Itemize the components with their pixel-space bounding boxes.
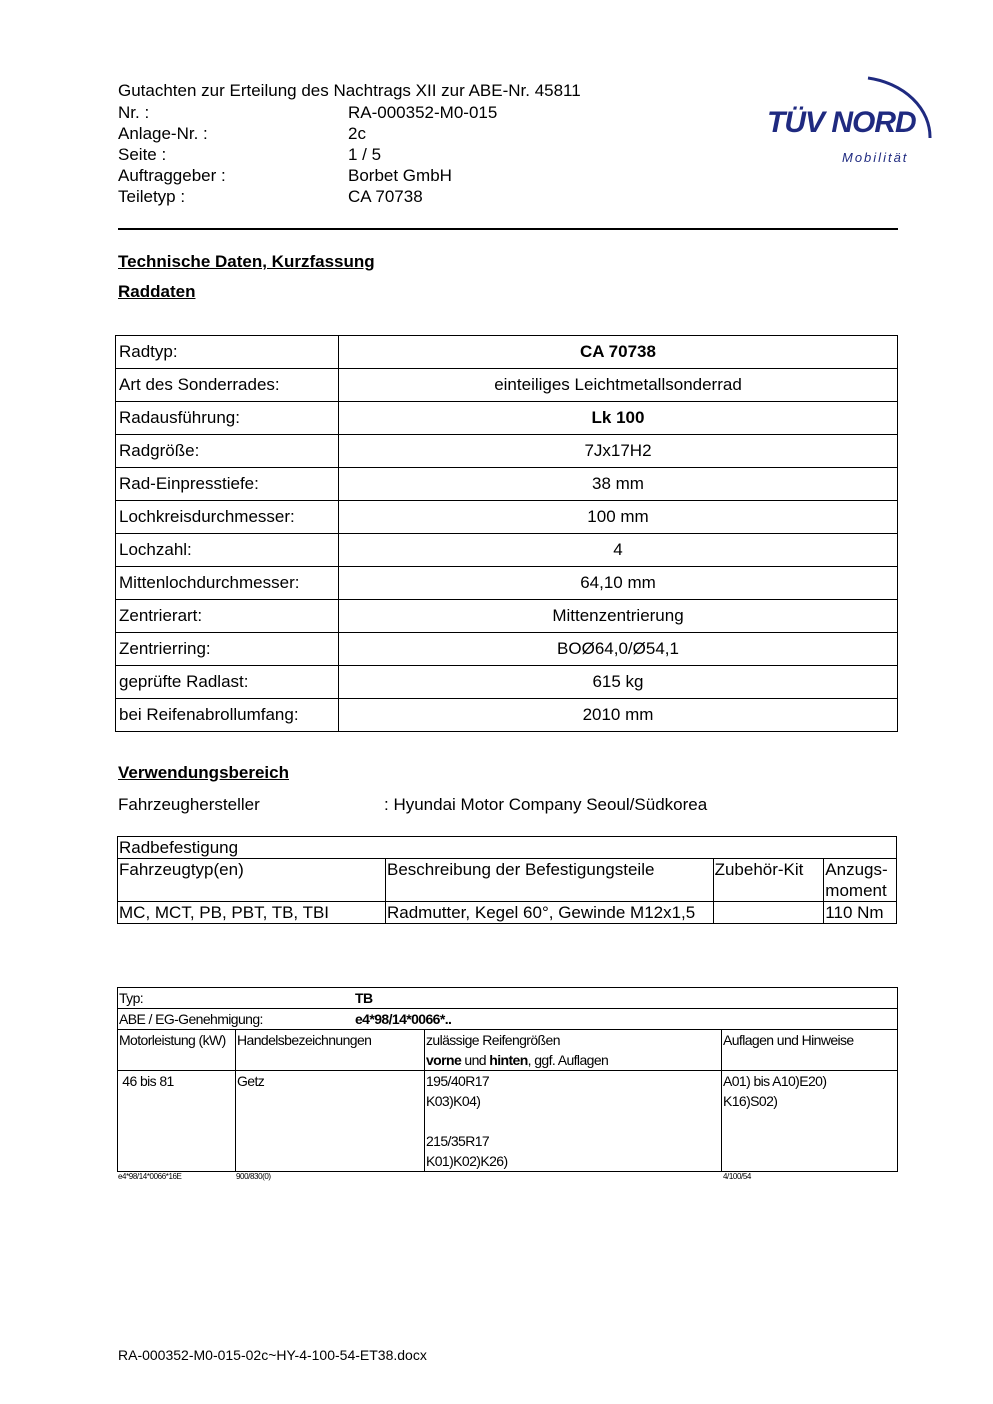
- table-row: [116, 633, 898, 666]
- reifen-vorne: vorne: [426, 1052, 462, 1068]
- table-row: [116, 369, 898, 402]
- reifen-header-line1: zulässige Reifengrößen: [426, 1032, 560, 1048]
- reifen-cell: [425, 1071, 722, 1172]
- reifen-header-line2: [426, 1050, 720, 1070]
- radbefestigung-table: [117, 836, 897, 924]
- report-title: Gutachten zur Erteilung des Nachtrags XII zur ABE-Nr. 45811: [118, 81, 581, 100]
- table-header-row: [118, 859, 897, 902]
- row-value: Mittenzentrierung: [339, 600, 898, 633]
- small-footer-right: 4/100/54: [723, 1172, 751, 1181]
- header-label: Teiletyp :: [118, 187, 186, 206]
- reifen-line: 195/40R17: [426, 1073, 490, 1089]
- motor-cell: 46 bis 81: [118, 1071, 236, 1172]
- section-raddaten: Raddaten: [118, 282, 196, 301]
- column-header: Auflagen und Hinweise: [722, 1030, 898, 1071]
- row-value: 100 mm: [339, 501, 898, 534]
- table-row: [118, 837, 897, 859]
- row-value: Lk 100: [339, 402, 898, 435]
- row-value: 4: [339, 534, 898, 567]
- header-label: Anlage-Nr. :: [118, 124, 208, 143]
- table-row: [116, 666, 898, 699]
- auflagen-line: A01) bis A10)E20): [723, 1073, 827, 1089]
- column-header: Beschreibung der Befestigungsteile: [385, 859, 713, 902]
- abe-value: e4*98/14*0066*..: [355, 1011, 452, 1027]
- row-value: BOØ64,0/Ø54,1: [339, 633, 898, 666]
- typ-value: TB: [355, 990, 373, 1006]
- auflagen-cell: [722, 1071, 898, 1172]
- section-verwendungsbereich: Verwendungsbereich: [118, 763, 289, 782]
- reifen-hinten: hinten: [489, 1052, 528, 1068]
- header-label: Seite :: [118, 145, 167, 164]
- table-row: [116, 336, 898, 369]
- header-value: 2c: [348, 124, 366, 143]
- row-value: 64,10 mm: [339, 567, 898, 600]
- row-label: Radausführung:: [116, 402, 339, 435]
- reifen-line: K03)K04): [426, 1093, 481, 1109]
- table-row: [116, 567, 898, 600]
- table-cell: [713, 902, 824, 924]
- reifen-line: 215/35R17: [426, 1133, 490, 1149]
- column-header: Zubehör-Kit: [713, 859, 824, 902]
- row-label: Mittenlochdurchmesser:: [116, 567, 339, 600]
- row-label: Lochkreisdurchmesser:: [116, 501, 339, 534]
- handel-cell: Getz: [236, 1071, 425, 1172]
- header-row-seite: [118, 144, 497, 165]
- logo-subtitle: Mobilität: [842, 150, 909, 165]
- row-label: Rad-Einpresstiefe:: [116, 468, 339, 501]
- document-filename: RA-000352-M0-015-02c~HY-4-100-54-ET38.docx: [118, 1347, 427, 1363]
- row-label: Zentrierring:: [116, 633, 339, 666]
- header-row-auftraggeber: [118, 165, 497, 186]
- auflagen-line: K16)S02): [723, 1093, 778, 1109]
- column-header: Motorleistung (kW): [118, 1030, 236, 1071]
- header-label: Nr. :: [118, 103, 150, 122]
- small-footer-mid: 900/830(0): [236, 1172, 271, 1181]
- row-label: bei Reifenabrollumfang:: [116, 699, 339, 732]
- header-divider: [118, 228, 898, 230]
- column-header: Anzugs-moment: [824, 859, 897, 902]
- column-header: Fahrzeugtyp(en): [118, 859, 386, 902]
- row-value: einteiliges Leichtmetallsonderrad: [339, 369, 898, 402]
- small-footer-left: e4*98/14*0066*16E: [118, 1172, 182, 1181]
- table-row: [118, 902, 897, 924]
- row-value: CA 70738: [339, 336, 898, 369]
- header-value: RA-000352-M0-015: [348, 103, 498, 122]
- table-row: [118, 988, 898, 1009]
- reifen-line: K01)K02)K26): [426, 1153, 508, 1169]
- header-value: Borbet GmbH: [348, 166, 452, 185]
- table-cell: MC, MCT, PB, PBT, TB, TBI: [118, 902, 386, 924]
- tuv-nord-logo: TÜV NORD: [767, 106, 916, 139]
- header-value: CA 70738: [348, 187, 423, 206]
- fahrzeughersteller-value: : Hyundai Motor Company Seoul/Südkorea: [384, 795, 708, 814]
- row-value: 2010 mm: [339, 699, 898, 732]
- table-row: [116, 402, 898, 435]
- radbefestigung-title: Radbefestigung: [118, 837, 897, 859]
- table-row: [116, 534, 898, 567]
- fahrzeughersteller-label: Fahrzeughersteller: [118, 795, 260, 814]
- row-value: 38 mm: [339, 468, 898, 501]
- table-header-row: [118, 1030, 898, 1071]
- row-label: Lochzahl:: [116, 534, 339, 567]
- row-value: 7Jx17H2: [339, 435, 898, 468]
- typ-row: [118, 988, 898, 1009]
- reifen-rest: , ggf. Auflagen: [527, 1052, 609, 1068]
- abe-row: [118, 1009, 898, 1030]
- typ-label: Typ:: [119, 990, 144, 1006]
- header-label: Auftraggeber :: [118, 166, 226, 185]
- reifen-und: und: [461, 1052, 490, 1068]
- column-header: Handelsbezeichnungen: [236, 1030, 425, 1071]
- table-cell: Radmutter, Kegel 60°, Gewinde M12x1,5: [385, 902, 713, 924]
- row-label: Radtyp:: [116, 336, 339, 369]
- row-value: 615 kg: [339, 666, 898, 699]
- row-label: Zentrierart:: [116, 600, 339, 633]
- table-row: [116, 501, 898, 534]
- table-row: [116, 699, 898, 732]
- row-label: Art des Sonderrades:: [116, 369, 339, 402]
- abe-label: ABE / EG-Genehmigung:: [119, 1011, 263, 1027]
- typ-table: [117, 987, 898, 1172]
- header-row-nr: [118, 102, 497, 123]
- reifen-line: [426, 1111, 720, 1131]
- table-row: [118, 1009, 898, 1030]
- section-technische-daten: Technische Daten, Kurzfassung: [118, 252, 375, 271]
- row-label: Radgröße:: [116, 435, 339, 468]
- header-row-anlage: [118, 123, 497, 144]
- header-row-teiletyp: [118, 186, 497, 207]
- raddaten-table: [115, 335, 898, 732]
- table-row: [116, 600, 898, 633]
- table-row: [116, 468, 898, 501]
- table-row: [116, 435, 898, 468]
- table-row: [118, 1071, 898, 1172]
- header-info: [118, 102, 497, 207]
- header-value: 1 / 5: [348, 145, 382, 164]
- column-header-reifen: [425, 1030, 722, 1071]
- row-label: geprüfte Radlast:: [116, 666, 339, 699]
- table-cell: 110 Nm: [824, 902, 897, 924]
